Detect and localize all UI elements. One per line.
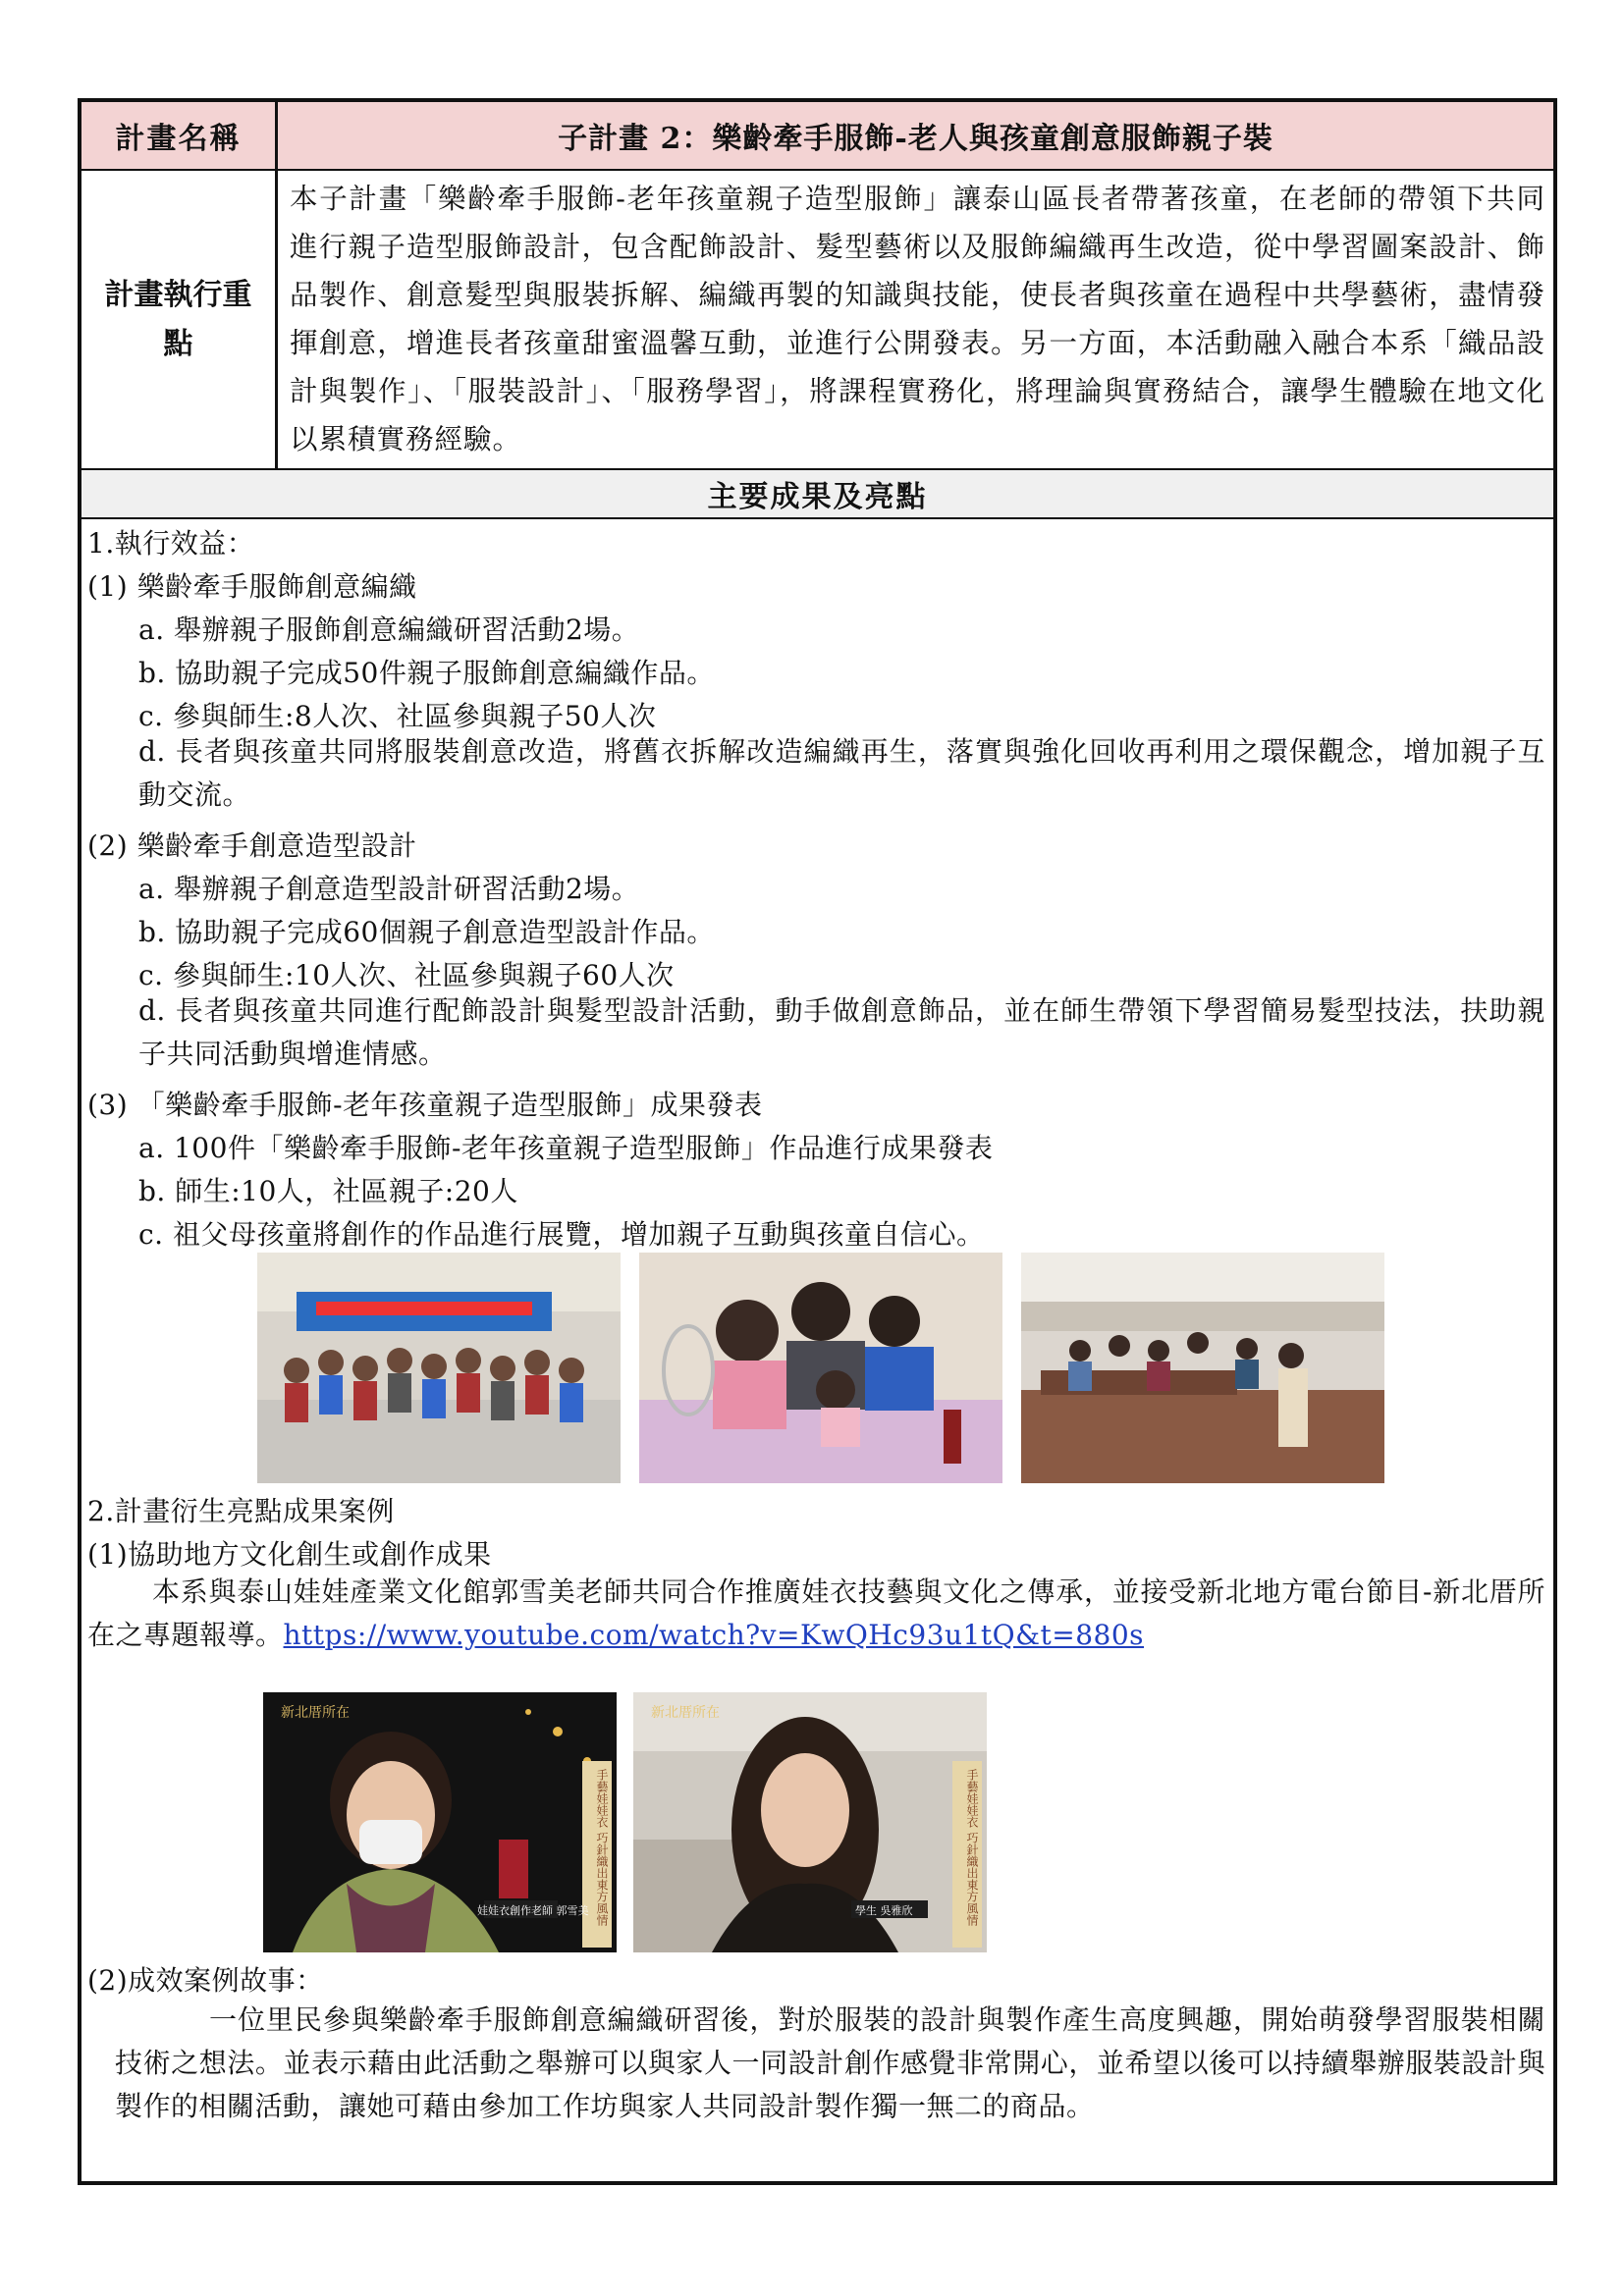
student-name-caption: 學生 吳雅欣 [855, 1904, 913, 1917]
derived-sub2-text: 一位里民參與樂齡牽手服飾創意編織研習後，對於服裝的設計與製作產生高度興趣，開始萌發學習服裝相關技術之想法。並表示藉由此活動之舉辦可以與家人一同設計創作感覺非常開心，並希望以後可以持續舉辦服裝設計與製作的相關活動，讓她可藉由參加工作坊與家人共同設計製作獨一無二的商品。 [115, 2003, 1545, 2122]
group3-item-b: b. 師生:10人，社區親子:20人 [138, 1175, 518, 1207]
section-title: 主要成果及亮點 [81, 470, 1553, 519]
derived-heading: 2.計畫衍生亮點成果案例 [87, 1495, 395, 1527]
derived-sub1-title: (1)協助地方文化創生或創作成果 [87, 1538, 492, 1571]
plan-table [78, 98, 1557, 2185]
plan-name-row [81, 102, 1553, 171]
derived-sub2-title: (2)成效案例故事： [87, 1964, 324, 1997]
group2-item-d: d. 長者與孩童共同進行配飾設計與髮型設計活動，動手做創意飾品，並在師生帶領下學習簡易髮型技法，扶助親子共同活動與增進情感。 [138, 994, 1545, 1070]
video-badge-left: 手藝娃娃衣 巧針織出東方風情 [595, 1769, 609, 1926]
group1-item-c: c. 參與師生:8人次、社區參與親子50人次 [138, 700, 657, 732]
group3-item-c: c. 祖父母孩童將創作的作品進行展覽，增加親子互動與孩童自信心。 [138, 1218, 985, 1251]
derived-sub1-text: 本系與泰山娃娃產業文化館郭雪美老師共同合作推廣娃衣技藝與文化之傳承，並接受新北地方電台節目-新北厝所在之專題報導。 [87, 1575, 1545, 1651]
activity-photo-workshop [639, 1253, 1002, 1483]
activity-photo-group [257, 1253, 621, 1483]
activity-photo-classroom [1021, 1253, 1384, 1483]
youtube-link[interactable]: https://www.youtube.com/watch?v=KwQHc93u1tQ&t=880s [283, 1619, 1145, 1651]
video-still-student [633, 1692, 987, 1952]
group1-title: (1) 樂齡牽手服飾創意編織 [87, 570, 417, 603]
group2-title: (2) 樂齡牽手創意造型設計 [87, 829, 417, 862]
video-logo-right: 新北厝所在 [651, 1705, 720, 1721]
derived-sub1-paragraph [87, 1571, 1545, 1657]
group2-item-a: a. 舉辦親子創意造型設計研習活動2場。 [138, 873, 640, 905]
group1-item-a: a. 舉辦親子服飾創意編織研習活動2場。 [138, 614, 640, 646]
teacher-name-caption: 娃娃衣創作老師 郭雪美 [477, 1904, 589, 1917]
video-logo-left: 新北厝所在 [281, 1705, 350, 1721]
group3-title: (3) 「樂齡牽手服飾-老年孩童親子造型服飾」成果發表 [87, 1089, 763, 1121]
group2-item-c: c. 參與師生:10人次、社區參與親子60人次 [138, 959, 675, 991]
video-badge-right: 手藝娃娃衣 巧針織出東方風情 [965, 1769, 979, 1926]
group1-item-d: d. 長者與孩童共同將服裝創意改造，將舊衣拆解改造編織再生，落實與強化回收再利用之環保觀念，增加親子互動交流。 [138, 735, 1545, 811]
plan-focus-label: 計畫執行重點 [81, 171, 278, 468]
group1-item-b: b. 協助親子完成50件親子服飾創意編織作品。 [138, 657, 715, 689]
plan-title: 子計畫 2：樂齡牽手服飾-老人與孩童創意服飾親子裝 [558, 122, 1273, 156]
video-still-teacher [263, 1692, 617, 1952]
group3-item-a: a. 100件「樂齡牽手服飾-老年孩童親子造型服飾」作品進行成果發表 [138, 1132, 994, 1164]
plan-name-label: 計畫名稱 [81, 102, 278, 169]
plan-focus-row [81, 171, 1553, 470]
results-heading: 1.執行效益： [87, 527, 255, 560]
plan-focus-text: 本子計畫「樂齡牽手服飾-老年孩童親子造型服飾」讓泰山區長者帶著孩童，在老師的帶領下共同進行親子造型服飾設計，包含配飾設計、髮型藝術以及服飾編織再生改造，從中學習圖案設計、飾品製作、創意髮型與服裝拆解、編織再製的知識與技能，使長者與孩童在過程中共學藝術，盡情發揮創意，增進長者孩童甜蜜溫馨互動，並進行公開發表。另一方面，本活動融入融合本系「織品設計與製作」、「服裝設計」、「服務學習」，將課程實務化，將理論與實務結合，讓學生體驗在地文化以累積實務經驗。 [290, 183, 1545, 455]
group2-item-b: b. 協助親子完成60個親子創意造型設計作品。 [138, 916, 715, 948]
